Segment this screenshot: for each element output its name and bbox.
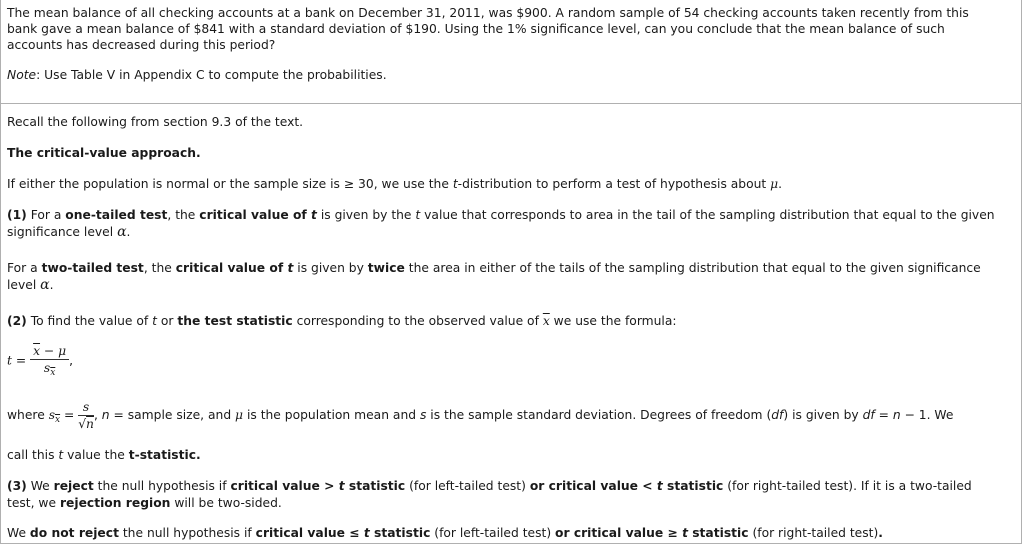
condition-text-a: If either the population is normal or the sample size is ≥ 30, we use the	[7, 177, 453, 191]
formula-minus-mu: − μ	[40, 344, 67, 358]
p1-one-tailed: one-tailed test	[65, 208, 168, 222]
where-n: n	[101, 408, 110, 422]
where-line	[7, 400, 953, 431]
where-equals: =	[60, 408, 79, 422]
formula-denominator	[30, 360, 69, 378]
call-text-b: value the	[63, 448, 129, 462]
call-text-a: call this	[7, 448, 59, 462]
formula-s: s	[43, 361, 51, 375]
recall-intro: Recall the following from section 9.3 of the text.	[7, 115, 304, 129]
p3-text-f: test, we	[7, 496, 60, 510]
condition-t: t	[452, 177, 458, 191]
where-sub-xbar: x	[55, 415, 61, 426]
p4-period: .	[878, 526, 883, 540]
p3-text-b: the null hypothesis if	[93, 479, 231, 493]
p2-text-a: To find the value of	[26, 314, 153, 328]
where-text-f: =	[874, 408, 893, 422]
p3-text-d: (for right-tailed test).	[723, 479, 861, 493]
alpha-symbol: α	[117, 224, 127, 240]
alpha-symbol-2: α	[40, 277, 50, 293]
where-s2: s	[419, 408, 427, 422]
where-s: s	[48, 408, 55, 422]
p3-text-g: will be two-sided.	[170, 496, 282, 510]
formula-sub-xbar: x	[50, 368, 56, 379]
p4-statistic-2: statistic	[687, 526, 749, 540]
p1-text-d: value that corresponds to area in the tail of the sampling distribution that equal to the given	[420, 208, 995, 222]
p4-text-c: (for left-tailed test)	[430, 526, 556, 540]
problem-line-3: accounts has decreased during this period?	[7, 38, 276, 52]
p4-critical-value-2: or critical value ≥	[555, 526, 683, 540]
p4-statistic-1: statistic	[369, 526, 431, 540]
p1-text-a: For a	[26, 208, 66, 222]
p1-text-e: significance level	[7, 225, 118, 239]
condition-text-b: -distribution to perform a test of hypothesis about	[457, 177, 771, 191]
formula-comma: ,	[69, 353, 74, 368]
p3-statistic-1: statistic	[344, 479, 406, 493]
p3-rejection-region: rejection region	[59, 496, 171, 510]
where-text-b: = sample size, and	[109, 408, 236, 422]
problem-note	[7, 67, 387, 84]
p1-t2: t	[415, 208, 421, 222]
call-line	[7, 447, 201, 464]
p4-t2: t	[682, 526, 688, 540]
p1-text-c: is given by the	[316, 208, 416, 222]
formula-equals: =	[11, 353, 31, 368]
p3-critical-value-1: critical value >	[230, 479, 339, 493]
p1-text-b: , the	[167, 208, 200, 222]
p2-test-statistic: the test statistic	[177, 314, 293, 328]
p4-t1: t	[363, 526, 370, 540]
p1b-text-b: , the	[143, 261, 176, 275]
p1-critical-value: critical value of	[199, 208, 312, 222]
p3-t2: t	[656, 479, 663, 493]
p1-t: t	[311, 208, 317, 222]
where-fraction	[78, 400, 94, 431]
note-text: : Use Table V in Appendix C to compute the probabilities.	[36, 68, 387, 82]
recall-heading	[7, 145, 201, 162]
where-sep: ,	[93, 408, 102, 422]
call-t: t	[58, 448, 64, 462]
p1b-text-a: For a	[7, 261, 42, 275]
p1-number: (1)	[7, 208, 27, 222]
p2-or: or	[157, 314, 178, 328]
p1b-text-d: the area in either of the tails of the sampling distribution that equal to the given significance	[404, 261, 981, 275]
p1b-t: t	[287, 261, 294, 275]
critical-value-heading: The critical-value approach.	[7, 146, 201, 160]
where-text-d: is the sample standard deviation. Degrees of freedom (	[426, 408, 772, 422]
condition-line: If either the population is normal or the sample size is ≥ 30, we use the t-distribution to perform a test of hypothesis about μ.	[7, 177, 783, 191]
where-numerator: s	[78, 400, 94, 416]
formula-t: t	[7, 353, 12, 368]
paragraph-do-not-reject	[7, 525, 883, 542]
p1b-text-e: level	[7, 278, 41, 292]
where-text-g: − 1. We	[900, 408, 954, 422]
p4-critical-value-1: critical value ≤	[255, 526, 364, 540]
p3-t1: t	[338, 479, 345, 493]
where-n2: n	[892, 408, 901, 422]
where-df2: df	[862, 408, 875, 422]
p3-statistic-2: statistic	[662, 479, 724, 493]
p1b-twice: twice	[367, 261, 405, 275]
problem-line-1: The mean balance of all checking accounts at a bank on December 31, 2011, was $900. A random sample of 54 checking accounts taken recently from this	[7, 6, 969, 20]
recall-panel	[0, 104, 1022, 544]
formula-numerator	[30, 344, 69, 360]
p3-text-c: (for left-tailed test)	[405, 479, 530, 493]
where-text: where	[7, 408, 49, 422]
mu-symbol: μ	[770, 177, 779, 191]
p3-text-e: If it is a two-tailed	[860, 479, 972, 493]
p4-do-not-reject: do not reject	[29, 526, 119, 540]
p1b-text-c: is given by	[293, 261, 368, 275]
where-df: df	[771, 408, 784, 422]
p4-text-d: (for right-tailed test)	[748, 526, 879, 540]
paragraph-two-tailed: For a two-tailed test, the critical value of t is given by twice the area in either of the tails of the sampling distribution that equal to the given significance level α.	[7, 261, 981, 293]
t-formula	[7, 344, 73, 378]
where-mu: μ	[235, 408, 244, 422]
formula-xbar: $\overline{x}$	[33, 344, 41, 358]
p2-t: t	[152, 314, 157, 328]
where-denominator: √n	[78, 417, 94, 431]
where-root-n: n	[86, 417, 94, 431]
note-label: Note	[7, 68, 37, 82]
problem-line-2: bank gave a mean balance of $841 with a standard deviation of $190. Using the 1% significance level, can you conclude that the mean balance of such	[7, 22, 945, 36]
p4-text-b: the null hypothesis if	[118, 526, 256, 540]
p1b-two-tailed: two-tailed test	[41, 261, 144, 275]
p2-number: (2)	[7, 314, 27, 328]
p3-reject: reject	[53, 479, 94, 493]
paragraph-test-statistic	[7, 313, 677, 330]
formula-fraction	[30, 344, 69, 378]
paragraph-reject	[7, 478, 1015, 512]
call-t-statistic: t-statistic.	[128, 448, 201, 462]
p1b-critical-value: critical value of	[175, 261, 288, 275]
p3-text-a: We	[26, 479, 54, 493]
problem-panel	[0, 0, 1022, 104]
p3-number: (3)	[7, 479, 27, 493]
p2-text-b: corresponding to the observed value of	[292, 314, 543, 328]
p4-text-a: We	[7, 526, 30, 540]
where-text-c: is the population mean and	[243, 408, 420, 422]
paragraph-one-tailed: (1) For a one-tailed test, the critical value of t is given by the t value that corresponds to area in the tail of the sampling distribution that equal to the given significance level α.	[7, 208, 995, 240]
p2-text-c: we use the formula:	[549, 314, 677, 328]
where-text-e: ) is given by	[783, 408, 863, 422]
x-bar-symbol: $\overline{x}$	[542, 314, 550, 328]
p3-critical-value-2: or critical value <	[529, 479, 657, 493]
